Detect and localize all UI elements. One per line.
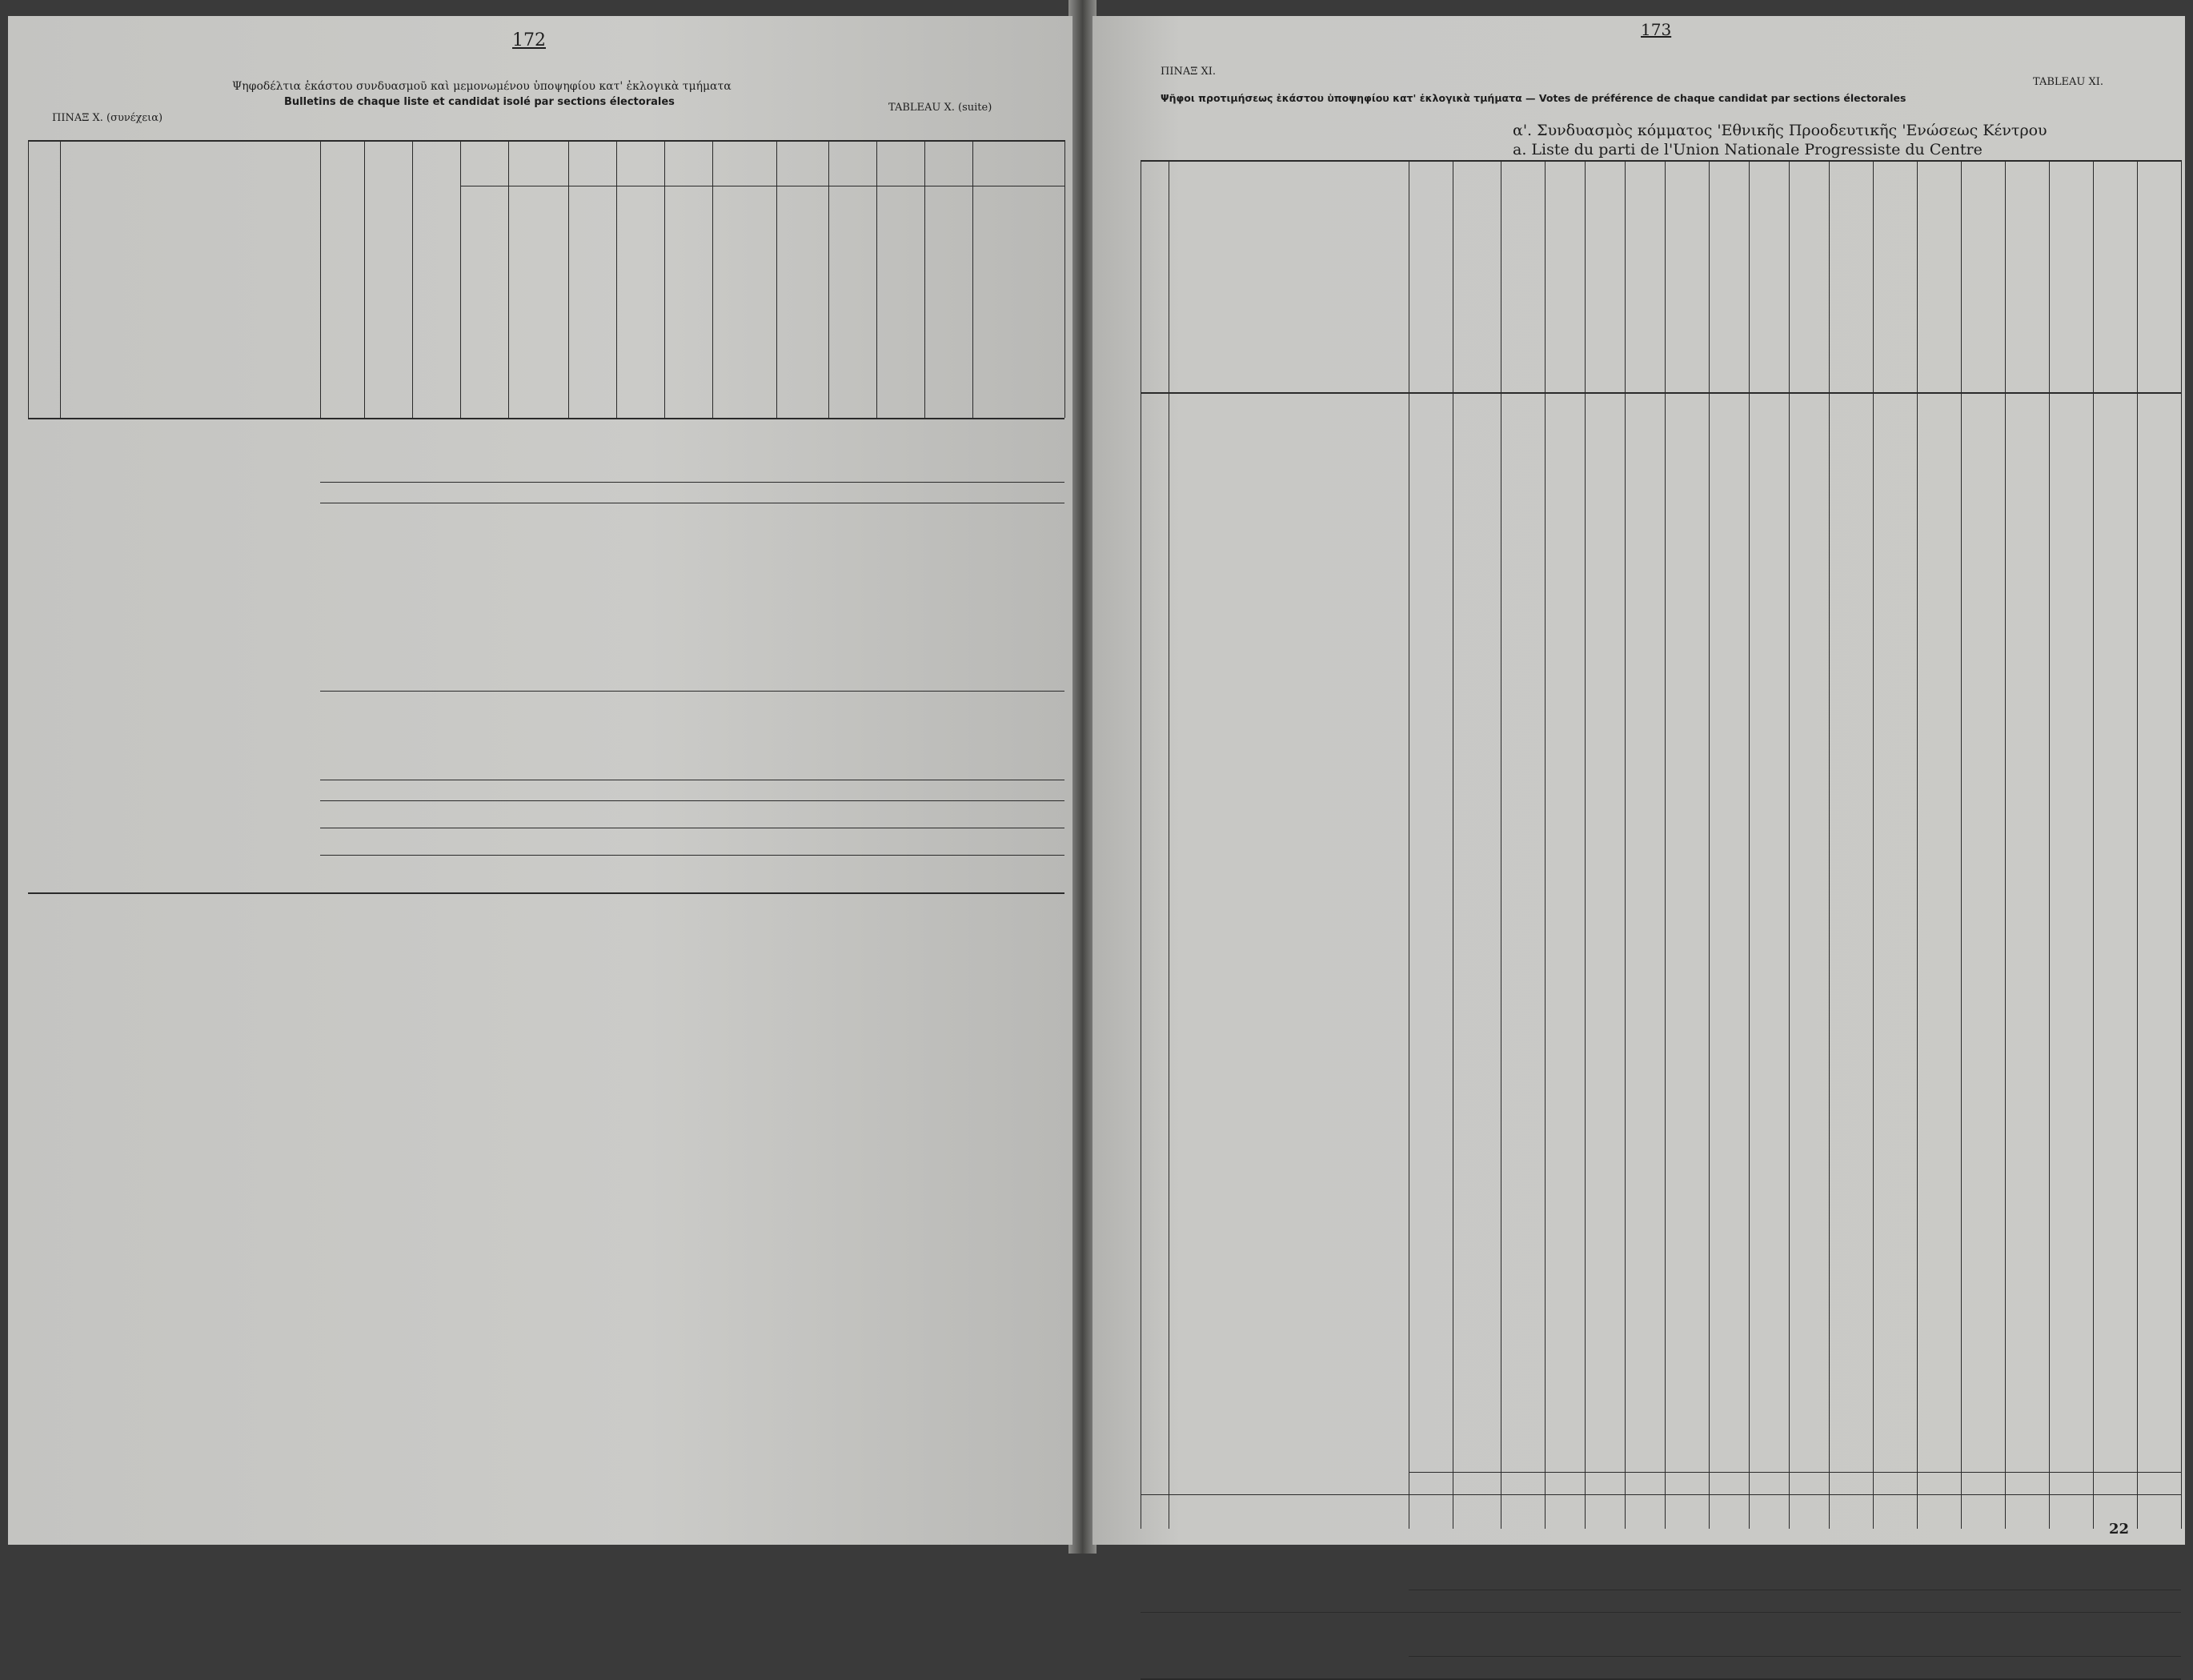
- candidate-header: [1795, 168, 1831, 384]
- column-rule: [1709, 160, 1710, 1529]
- column-rule: [972, 140, 973, 418]
- party-header: [573, 188, 616, 412]
- column-rule: [616, 140, 617, 418]
- table-label-french: TABLEAU X. (suite): [888, 102, 992, 114]
- candidate-header: [1923, 168, 1959, 384]
- right-page: [1092, 16, 2185, 1545]
- section-rule: [1141, 1612, 2181, 1613]
- section-rule: [1141, 1494, 2181, 1495]
- column-rule: [2181, 160, 2182, 1529]
- caption-french: Bulletins de chaque liste et candidat isolé par sections électorales: [284, 96, 675, 108]
- candidate-header: [1755, 168, 1791, 384]
- column-rule: [2093, 160, 2094, 1529]
- header-bottom-rule: [28, 418, 1064, 419]
- column-rule: [876, 140, 877, 418]
- table-label-french: TABLEAU XI.: [2033, 76, 2104, 88]
- column-rule: [2137, 160, 2138, 1529]
- total-rule: [320, 855, 1064, 856]
- nuls-header: [416, 143, 456, 415]
- party-header: [621, 188, 664, 412]
- candidate-header: [1967, 168, 2003, 384]
- party-header: [717, 188, 760, 412]
- total-rule: [320, 482, 1064, 483]
- table-top-rule: [28, 140, 1064, 142]
- candidate-header: [2055, 168, 2091, 384]
- candidate-header: [1715, 168, 1751, 384]
- column-rule: [412, 140, 413, 418]
- page-number: 172: [512, 30, 546, 50]
- inscrits-header: [324, 143, 364, 415]
- column-rule: [776, 140, 777, 418]
- column-rule: [712, 140, 713, 418]
- column-rule: [1961, 160, 1962, 1529]
- candidate-header: [1879, 168, 1915, 384]
- party-header: [669, 188, 712, 412]
- page-number: 173: [1641, 20, 1672, 39]
- table-bottom-rule: [28, 892, 1064, 894]
- party-header: [781, 188, 824, 412]
- subtitle-french: a. Liste du parti de l'Union Nationale Progressiste du Centre: [1513, 141, 1983, 158]
- column-rule: [2049, 160, 2050, 1529]
- party-header: [977, 188, 1020, 412]
- column-rule: [1545, 160, 1546, 1529]
- candidate-header: [1551, 168, 1587, 384]
- left-page: [8, 16, 1072, 1545]
- candidate-header: [1835, 168, 1871, 384]
- column-rule: [568, 140, 569, 418]
- caption-greek: Ψηφοδέλτια ἑκάστου συνδυασμοῦ καὶ μεμονωμένου ὑποψηφίου κατ' ἐκλογικὰ τμήματα: [232, 80, 732, 93]
- total-rule: [320, 691, 1064, 692]
- column-rule: [2005, 160, 2006, 1529]
- order-header: [30, 143, 70, 415]
- caption: Ψῆφοι προτιμήσεως ἑκάστου ὑποψηφίου κατ' ἐκλογικὰ τμήματα — Votes de préférence de chaque candidat par sections électorales: [1161, 92, 1906, 104]
- footer-page-number: 22: [2109, 1521, 2130, 1538]
- table-label-greek: ΠΙΝΑΞ Χ. (συνέχεια): [52, 112, 163, 124]
- column-rule: [1064, 140, 1065, 418]
- column-rule: [320, 140, 321, 418]
- party-header: [833, 188, 876, 412]
- candidate-header: [1591, 168, 1627, 384]
- column-rule: [28, 140, 29, 418]
- candidate-header: [1671, 168, 1707, 384]
- header-bottom-rule: [1141, 392, 2181, 394]
- subtitle-greek: α'. Συνδυασμὸς κόμματος 'Εθνικῆς Προοδευτικῆς 'Ενώσεως Κέντρου: [1513, 122, 2047, 139]
- party-header: [465, 188, 508, 412]
- column-rule: [924, 140, 925, 418]
- column-rule: [1917, 160, 1918, 1529]
- candidate-header: [1631, 168, 1667, 384]
- table-top-rule: [1141, 160, 2181, 162]
- column-rule: [508, 140, 509, 418]
- column-rule: [664, 140, 665, 418]
- total-rule: [320, 800, 1064, 801]
- list-header: [1461, 168, 1497, 384]
- order-header: [1145, 168, 1181, 384]
- votants-header: [368, 143, 408, 415]
- valid-header: [1417, 168, 1453, 384]
- column-rule: [364, 140, 365, 418]
- column-rule: [460, 140, 461, 418]
- table-label-greek: ΠΙΝΑΞ XI.: [1161, 66, 1217, 78]
- party-header: [513, 188, 556, 412]
- total-rule: [1409, 1656, 2181, 1657]
- column-rule: [828, 140, 829, 418]
- total-rule: [1409, 1472, 2181, 1473]
- candidate-header: [1507, 168, 1543, 384]
- column-rule: [1873, 160, 1874, 1529]
- candidate-header: [2011, 168, 2047, 384]
